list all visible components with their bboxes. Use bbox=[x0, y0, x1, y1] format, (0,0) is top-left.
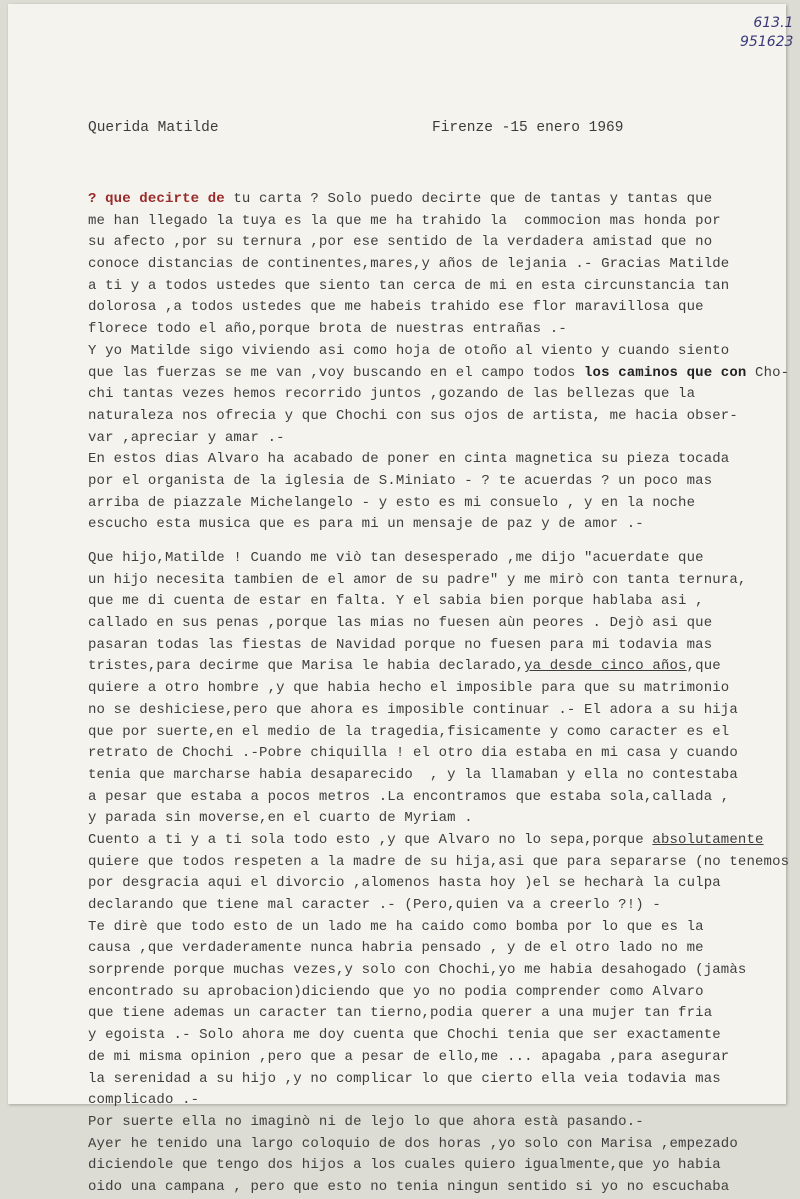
text-line bbox=[88, 406, 778, 428]
text-line bbox=[88, 384, 778, 406]
text-segment: oido una campana , pero que esto no tenia ningun sentido si yo no escuchaba bbox=[88, 1178, 730, 1195]
text-line bbox=[88, 548, 778, 570]
text-segment: su afecto ,por su ternura ,por ese sentido de la verdadera amistad que no bbox=[88, 234, 713, 251]
text-segment: sorprende porque muchas vezes,y solo con Chochi,yo me habia desahogado (jamàs bbox=[88, 962, 747, 979]
text-line bbox=[88, 449, 778, 471]
text-segment: En estos dias Alvaro ha acabado de poner en cinta magnetica su pieza tocada bbox=[88, 451, 730, 468]
text-segment: ? que decirte de bbox=[88, 191, 225, 207]
text-line bbox=[88, 895, 778, 917]
text-segment: un hijo necesita tambien de el amor de su padre" y me mirò con tanta ternura, bbox=[88, 571, 747, 588]
text-segment: que tiene ademas un caracter tan tierno,podia querer a una mujer tan fria bbox=[88, 1005, 713, 1022]
text-line bbox=[88, 1003, 778, 1025]
text-segment: tristes,para decirme que Marisa le habia declarado, bbox=[88, 658, 525, 675]
text-segment: diciendole que tengo dos hijos a los cuales quiero igualmente,que yo habia bbox=[88, 1157, 721, 1174]
text-segment: ,que bbox=[686, 658, 721, 675]
paragraph-1 bbox=[88, 189, 790, 536]
text-segment: var ,apreciar y amar .- bbox=[88, 429, 285, 446]
text-line bbox=[88, 1025, 778, 1047]
text-segment: Te dirè que todo esto de un lado me ha caido como bomba por lo que es la bbox=[88, 918, 704, 935]
text-line bbox=[88, 1069, 778, 1091]
text-line bbox=[88, 1090, 778, 1112]
text-segment: por desgracia aqui el divorcio ,alomenos hasta hoy )el se hecharà la culpa bbox=[88, 875, 721, 892]
text-segment: y egoista .- Solo ahora me doy cuenta que Chochi tenia que ser exactamente bbox=[88, 1027, 721, 1044]
text-segment: Que hijo,Matilde ! Cuando me viò tan desesperado ,me dijo "acuerdate que bbox=[88, 550, 704, 566]
text-segment: florece todo el año,porque brota de nuestras entrañas .- bbox=[88, 321, 567, 338]
text-segment: pasaran todas las fiestas de Navidad porque no fuesen para mi todavia mas bbox=[88, 636, 713, 653]
text-line bbox=[88, 787, 778, 809]
text-segment: Cuento a ti y a ti sola todo esto ,y que Alvaro no lo sepa,porque bbox=[88, 831, 653, 848]
text-segment: tenia que marcharse habia desaparecido , y la llamaban y ella no contestaba bbox=[88, 766, 738, 783]
archive-number-2: 951623 bbox=[740, 34, 794, 50]
text-line bbox=[88, 1112, 778, 1134]
archive-number-1: 613.1 bbox=[753, 15, 794, 31]
text-line bbox=[88, 570, 778, 592]
text-line bbox=[88, 613, 778, 635]
text-segment: los caminos que con bbox=[583, 364, 747, 381]
text-segment: que por suerte,en el medio de la tragedia,fisicamente y como caracter es el bbox=[88, 723, 730, 740]
text-line bbox=[88, 471, 778, 493]
text-segment: conoce distancias de continentes,mares,y años de lejania .- Gracias Matilde bbox=[88, 256, 730, 273]
text-line bbox=[88, 1177, 778, 1199]
text-line bbox=[88, 635, 778, 657]
text-segment: tu carta ? Solo puedo decirte que de tantas y tantas que bbox=[224, 191, 713, 207]
text-line bbox=[88, 743, 778, 765]
text-line bbox=[88, 960, 778, 982]
text-segment: por el organista de la iglesia de S.Miniato - ? te acuerdas ? un poco mas bbox=[88, 472, 713, 489]
text-line bbox=[88, 873, 778, 895]
greeting: Querida Matilde bbox=[88, 120, 219, 136]
text-segment: chi tantas vezes hemos recorrido juntos ,gozando de las bellezas que la bbox=[88, 386, 696, 403]
text-segment: complicado .- bbox=[88, 1092, 200, 1109]
text-line bbox=[88, 341, 778, 363]
text-segment: Por suerte ella no imaginò ni de lejo lo que ahora està pasando.- bbox=[88, 1113, 644, 1130]
text-segment: a pesar que estaba a pocos metros .La encontramos que estaba sola,callada , bbox=[88, 788, 730, 805]
text-line bbox=[88, 189, 778, 211]
text-segment: que las fuerzas se me van ,voy buscando en el campo todos bbox=[88, 364, 584, 381]
text-line bbox=[88, 678, 778, 700]
text-segment: retrato de Chochi .-Pobre chiquilla ! el otro dia estaba en mi casa y cuando bbox=[88, 745, 738, 762]
text-segment: absolutamente bbox=[652, 831, 764, 848]
letter-body bbox=[88, 189, 790, 1199]
text-line bbox=[88, 808, 778, 830]
text-line bbox=[88, 276, 778, 298]
text-segment: encontrado su aprobacion)diciendo que yo no podia comprender como Alvaro bbox=[88, 983, 704, 1000]
text-line bbox=[88, 363, 790, 385]
text-segment: Ayer he tenido una largo coloquio de dos horas ,yo solo con Marisa ,empezado bbox=[88, 1135, 738, 1152]
text-segment: arriba de piazzale Michelangelo - y esto es mi consuelo , y en la noche bbox=[88, 494, 696, 511]
text-segment: quiere a otro hombre ,y que habia hecho el imposible para que su matrimonio bbox=[88, 680, 730, 697]
text-line bbox=[88, 514, 778, 536]
text-line bbox=[88, 982, 778, 1004]
text-segment: ya desde cinco años bbox=[524, 658, 687, 675]
text-line bbox=[88, 852, 790, 874]
text-line bbox=[88, 830, 778, 852]
text-line bbox=[88, 319, 778, 341]
text-line bbox=[88, 1155, 778, 1177]
text-line bbox=[88, 656, 778, 678]
text-segment: declarando que tiene mal caracter .- (Pero,quien va a creerlo ?!) - bbox=[88, 897, 661, 913]
text-segment: me han llegado la tuya es la que me ha trahido la commocion mas honda por bbox=[88, 212, 721, 229]
letter-page bbox=[8, 4, 794, 1195]
dateline: Firenze -15 enero 1969 bbox=[432, 120, 624, 136]
text-segment: Y yo Matilde sigo viviendo asi como hoja de otoño al viento y cuando siento bbox=[88, 342, 730, 359]
text-line bbox=[88, 1134, 778, 1156]
text-segment: Cho- bbox=[746, 364, 790, 381]
archive-numbers bbox=[740, 14, 793, 52]
text-segment: escucho esta musica que es para mi un mensaje de paz y de amor .- bbox=[88, 516, 644, 533]
text-segment: que me di cuenta de estar en falta. Y el sabia bien porque hablaba asi , bbox=[88, 593, 704, 610]
text-line bbox=[88, 938, 778, 960]
paragraph-gap bbox=[88, 536, 778, 548]
text-line bbox=[88, 722, 778, 744]
text-segment: a ti y a todos ustedes que siento tan cerca de mi en esta circunstancia tan bbox=[88, 277, 730, 294]
text-segment: quiere que todos respeten a la madre de su hija,asi que para separarse (no tenemos bbox=[88, 853, 790, 870]
text-line bbox=[88, 591, 778, 613]
text-segment: dolorosa ,a todos ustedes que me habeis trahido ese flor maravillosa que bbox=[88, 299, 704, 316]
text-line bbox=[88, 428, 778, 450]
text-line bbox=[88, 1047, 778, 1069]
text-segment: de mi misma opinion ,pero que a pesar de ello,me ... apagaba ,para asegurar bbox=[88, 1048, 730, 1065]
text-line bbox=[88, 700, 778, 722]
text-segment: causa ,que verdaderamente nunca habria pensado , y de el otro lado no me bbox=[88, 940, 704, 957]
text-line bbox=[88, 254, 778, 276]
text-segment: naturaleza nos ofrecia y que Chochi con sus ojos de artista, me hacia obser- bbox=[88, 407, 738, 424]
text-line bbox=[88, 232, 778, 254]
text-segment: no se deshiciese,pero que ahora es imposible continuar .- El adora a su hija bbox=[88, 701, 738, 718]
text-segment: y parada sin moverse,en el cuarto de Myriam . bbox=[88, 810, 473, 827]
text-line bbox=[88, 493, 778, 515]
text-segment: la serenidad a su hijo ,y no complicar lo que cierto ella veia todavia mas bbox=[88, 1070, 721, 1087]
text-segment: callado en sus penas ,porque las mias no fuesen aùn peores . Dejò asi que bbox=[88, 615, 713, 632]
text-line bbox=[88, 297, 778, 319]
text-line bbox=[88, 765, 778, 787]
text-line bbox=[88, 211, 778, 233]
paragraph-2 bbox=[88, 548, 790, 1199]
text-line bbox=[88, 917, 778, 939]
